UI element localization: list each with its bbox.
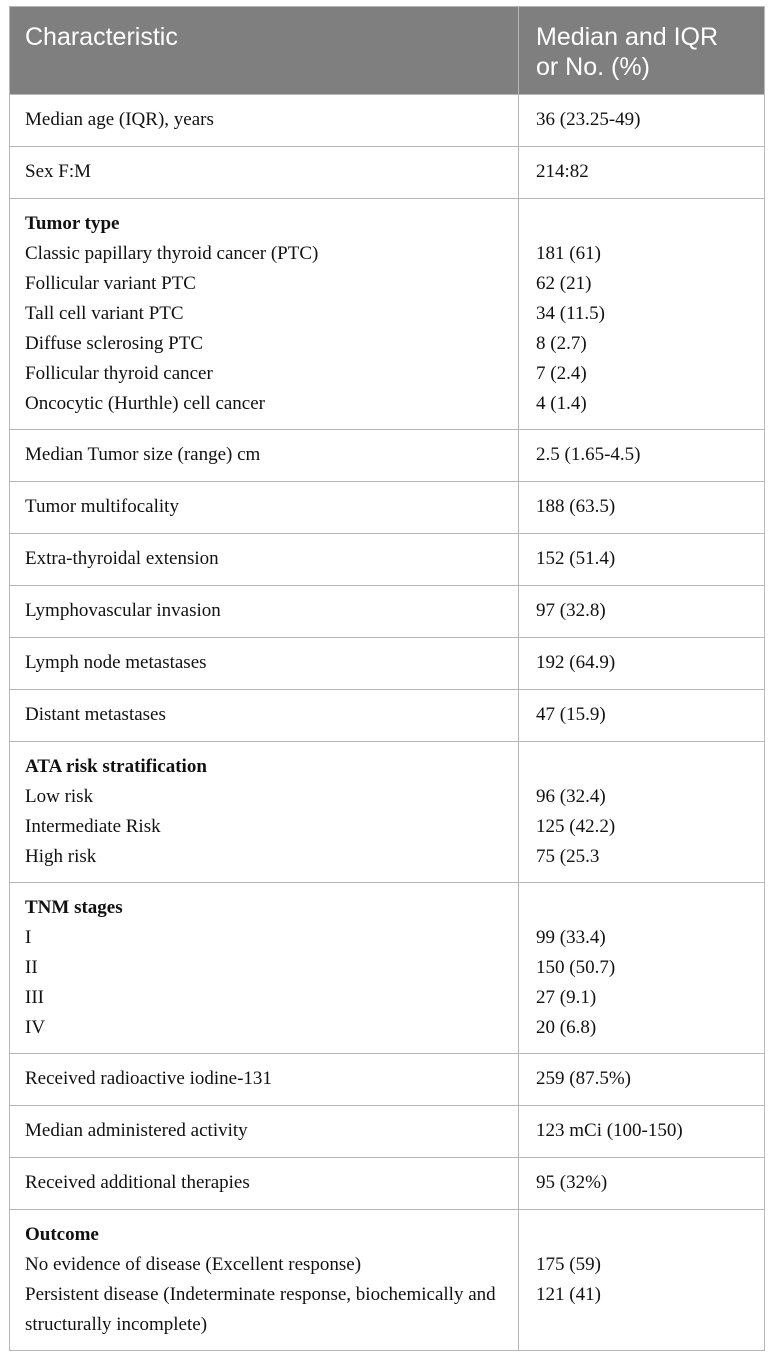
row-label: Extra-thyroidal extension	[10, 534, 519, 586]
row-label: Lymphovascular invasion	[10, 586, 519, 638]
row-value: 97 (32.8)	[519, 586, 765, 638]
row-value: 188 (63.5)	[519, 482, 765, 534]
item-label: Low risk	[25, 786, 94, 807]
item-value: 181 (61)	[536, 243, 601, 264]
item-value: 150 (50.7)	[536, 957, 616, 978]
row-value: 259 (87.5%)	[519, 1054, 765, 1106]
item-value: 121 (41)	[536, 1284, 601, 1305]
table-row	[10, 430, 765, 482]
group-labels	[10, 199, 519, 430]
row-value: 152 (51.4)	[519, 534, 765, 586]
group-title: Outcome	[25, 1224, 99, 1245]
item-label: High risk	[25, 846, 97, 867]
header-median-iqr-line1: Median and IQR	[536, 23, 719, 51]
table-row	[10, 1106, 765, 1158]
table-row-group-ata	[10, 742, 765, 883]
table-header-row	[10, 7, 765, 95]
item-label: Follicular variant PTC	[25, 273, 196, 294]
table-row	[10, 586, 765, 638]
characteristics-table	[9, 6, 765, 1351]
row-label: Received additional therapies	[10, 1158, 519, 1210]
row-value: 123 mCi (100-150)	[519, 1106, 765, 1158]
item-value: 20 (6.8)	[536, 1017, 597, 1038]
group-title: Tumor type	[25, 213, 120, 234]
group-title: ATA risk stratification	[25, 756, 207, 777]
row-label: Lymph node metastases	[10, 638, 519, 690]
item-value: 4 (1.4)	[536, 393, 587, 414]
group-values	[519, 883, 765, 1054]
row-label: Sex F:M	[10, 147, 519, 199]
table-row	[10, 95, 765, 147]
group-values	[519, 742, 765, 883]
table-row	[10, 1054, 765, 1106]
item-label: IV	[25, 1017, 46, 1038]
group-title: TNM stages	[25, 897, 123, 918]
table-row-group-tnm	[10, 883, 765, 1054]
item-label: Intermediate Risk	[25, 816, 161, 837]
item-label: I	[25, 927, 32, 948]
row-value: 2.5 (1.65-4.5)	[519, 430, 765, 482]
item-value: 34 (11.5)	[536, 303, 605, 324]
item-label: II	[25, 957, 38, 978]
table-row	[10, 147, 765, 199]
spacer	[536, 752, 750, 782]
item-value: 175 (59)	[536, 1254, 601, 1275]
row-label: Median age (IQR), years	[10, 95, 519, 147]
header-median-iqr-line2: or No. (%)	[536, 53, 650, 81]
table-row-group-outcome	[10, 1210, 765, 1351]
row-value: 47 (15.9)	[519, 690, 765, 742]
group-values	[519, 199, 765, 430]
item-label: Diffuse sclerosing PTC	[25, 333, 204, 354]
item-value: 125 (42.2)	[536, 816, 616, 837]
item-value: 62 (21)	[536, 273, 592, 294]
row-label: Tumor multifocality	[10, 482, 519, 534]
item-label: No evidence of disease (Excellent response)	[25, 1254, 362, 1275]
item-label: Persistent disease (Indeterminate response, biochemically and structurally incomplete)	[25, 1284, 496, 1335]
item-label: Oncocytic (Hurthle) cell cancer	[25, 393, 266, 414]
spacer	[536, 1220, 750, 1250]
item-label: Tall cell variant PTC	[25, 303, 184, 324]
item-label: Classic papillary thyroid cancer (PTC)	[25, 243, 319, 264]
item-value: 99 (33.4)	[536, 927, 606, 948]
header-characteristic: Characteristic	[10, 7, 519, 95]
table-row	[10, 690, 765, 742]
item-value: 27 (9.1)	[536, 987, 597, 1008]
row-label: Received radioactive iodine-131	[10, 1054, 519, 1106]
item-label: III	[25, 987, 44, 1008]
table-row	[10, 482, 765, 534]
row-label: Distant metastases	[10, 690, 519, 742]
row-value: 192 (64.9)	[519, 638, 765, 690]
item-value: 7 (2.4)	[536, 363, 587, 384]
item-value: 75 (25.3	[536, 846, 600, 867]
group-labels	[10, 742, 519, 883]
spacer	[536, 209, 750, 239]
table-row	[10, 1158, 765, 1210]
row-value: 214:82	[519, 147, 765, 199]
item-value: 96 (32.4)	[536, 786, 606, 807]
group-labels	[10, 883, 519, 1054]
row-label: Median Tumor size (range) cm	[10, 430, 519, 482]
group-labels	[10, 1210, 519, 1351]
table-row-group-tumor-type	[10, 199, 765, 430]
row-label: Median administered activity	[10, 1106, 519, 1158]
item-value: 8 (2.7)	[536, 333, 587, 354]
spacer	[536, 893, 750, 923]
row-value: 36 (23.25-49)	[519, 95, 765, 147]
header-median-iqr	[519, 7, 765, 95]
group-values	[519, 1210, 765, 1351]
table-row	[10, 638, 765, 690]
row-value: 95 (32%)	[519, 1158, 765, 1210]
table-row	[10, 534, 765, 586]
item-label: Follicular thyroid cancer	[25, 363, 213, 384]
